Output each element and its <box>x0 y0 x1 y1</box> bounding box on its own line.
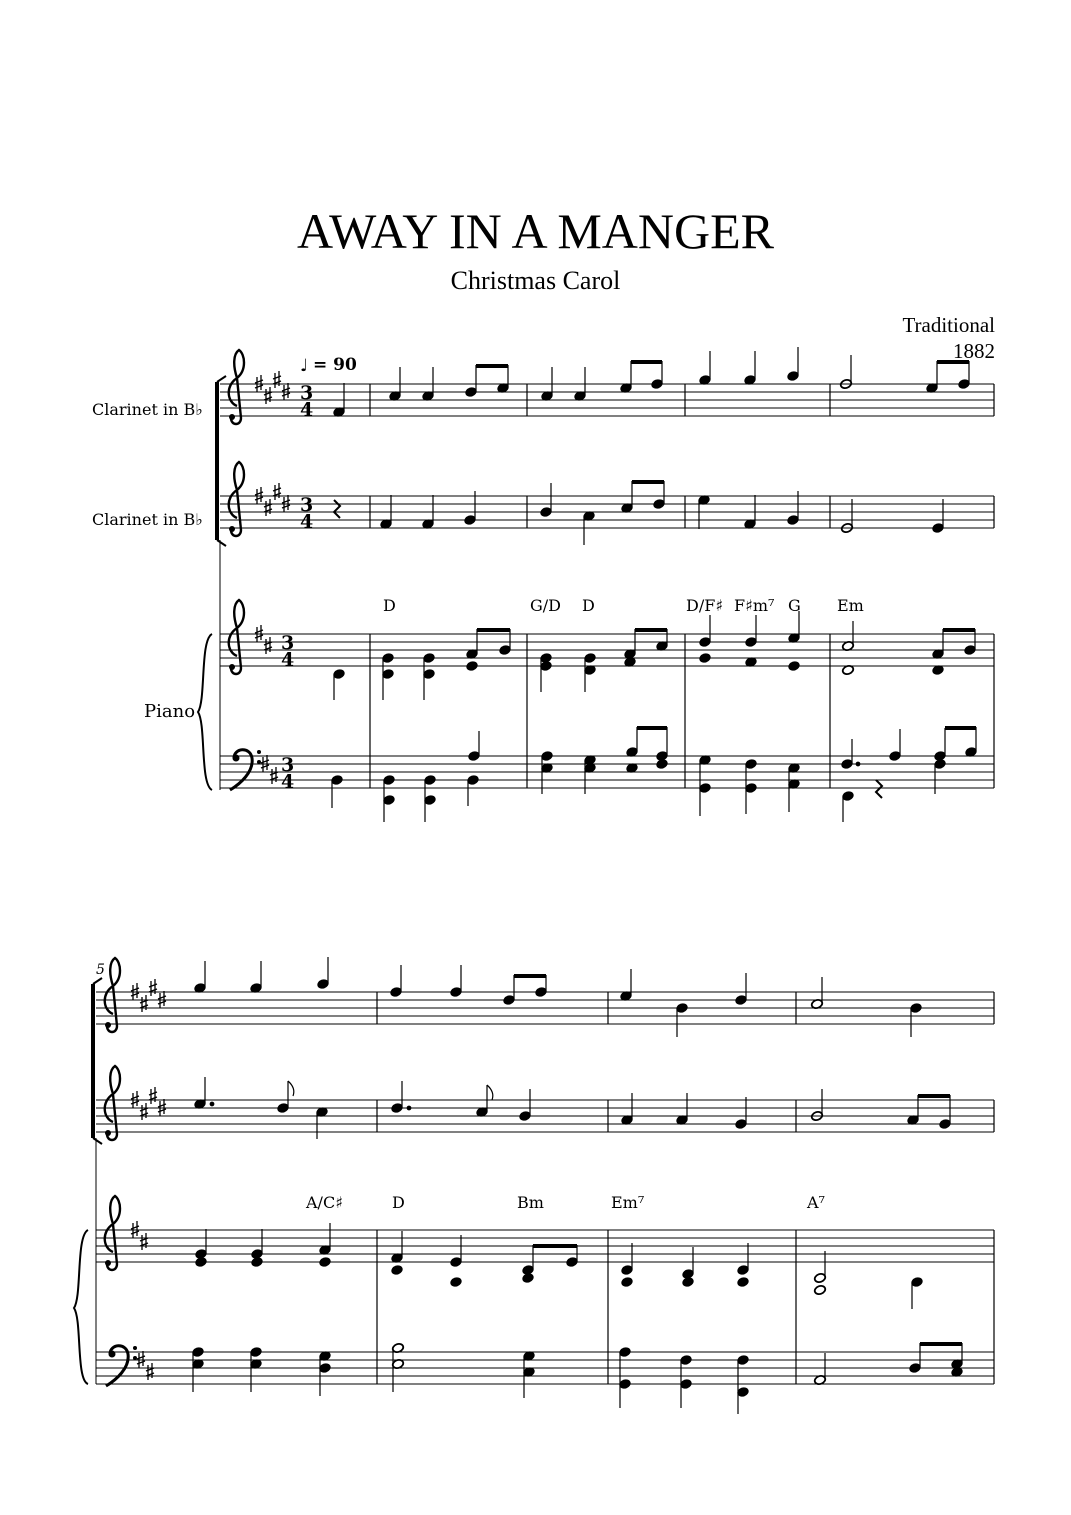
barlines-system-1 <box>370 384 994 788</box>
notes-clarinet-2-system-1 <box>334 481 944 545</box>
time-signature-top: 3 <box>281 754 295 776</box>
instrument-name-clarinet-2: Clarinet in B♭ <box>92 510 203 529</box>
chord-symbol: D <box>582 596 595 615</box>
chord-symbol: D/F♯ <box>686 596 724 615</box>
notes-clarinet-1-system-1 <box>333 347 970 417</box>
treble-clef-icon <box>105 958 120 1032</box>
instrument-name-piano: Piano <box>144 701 196 722</box>
tempo-text: = 90 <box>313 355 357 375</box>
staves-system-1 <box>220 384 994 788</box>
time-signature-bottom: 4 <box>300 511 314 533</box>
chord-symbol: A/C♯ <box>306 1193 343 1212</box>
chord-symbol: D <box>392 1193 405 1212</box>
time-signature-top: 3 <box>300 382 314 404</box>
instrument-name-clarinet-1: Clarinet in B♭ <box>92 400 203 419</box>
chord-symbol: Em <box>837 596 864 615</box>
time-signature-top: 3 <box>300 494 314 516</box>
time-signature-bottom: 4 <box>281 771 295 793</box>
chord-symbol: Bm <box>517 1193 544 1212</box>
barlines-system-2 <box>377 992 994 1384</box>
treble-clef-icon <box>229 462 244 536</box>
time-signature-top: 3 <box>281 632 295 654</box>
chord-symbol: A⁷ <box>807 1193 825 1212</box>
treble-clef-icon <box>229 350 244 424</box>
notes-clarinet-1-system-2 <box>194 957 922 1037</box>
notes-piano-rh-system-1 <box>333 611 976 700</box>
score-title: AWAY IN A MANGER <box>296 203 775 259</box>
notes-piano-rh-system-2 <box>195 1223 923 1309</box>
chord-symbol: D <box>383 596 396 615</box>
chord-symbol: G/D <box>530 596 561 615</box>
score-subtitle: Christmas Carol <box>450 266 621 295</box>
notes-piano-lh-system-1 <box>331 727 977 822</box>
staves-system-2 <box>96 992 994 1384</box>
treble-clef-icon <box>105 1066 120 1140</box>
time-signature-bottom: 4 <box>281 649 295 671</box>
chord-symbol: F♯m⁷ <box>734 596 775 615</box>
tempo-note-icon: ♩ <box>300 356 309 376</box>
treble-clef-icon <box>229 600 244 674</box>
treble-clef-icon <box>105 1196 120 1270</box>
system-1-brackets <box>198 376 226 790</box>
system-2-brackets <box>74 978 102 1384</box>
notes-piano-lh-system-2 <box>192 1342 963 1414</box>
composer-name: Traditional <box>902 313 995 337</box>
time-signature-bottom: 4 <box>300 399 314 421</box>
composition-year: 1882 <box>953 339 995 363</box>
measure-number: 5 <box>96 962 105 978</box>
chord-symbol: G <box>788 596 801 615</box>
chord-symbol: Em⁷ <box>611 1193 645 1212</box>
